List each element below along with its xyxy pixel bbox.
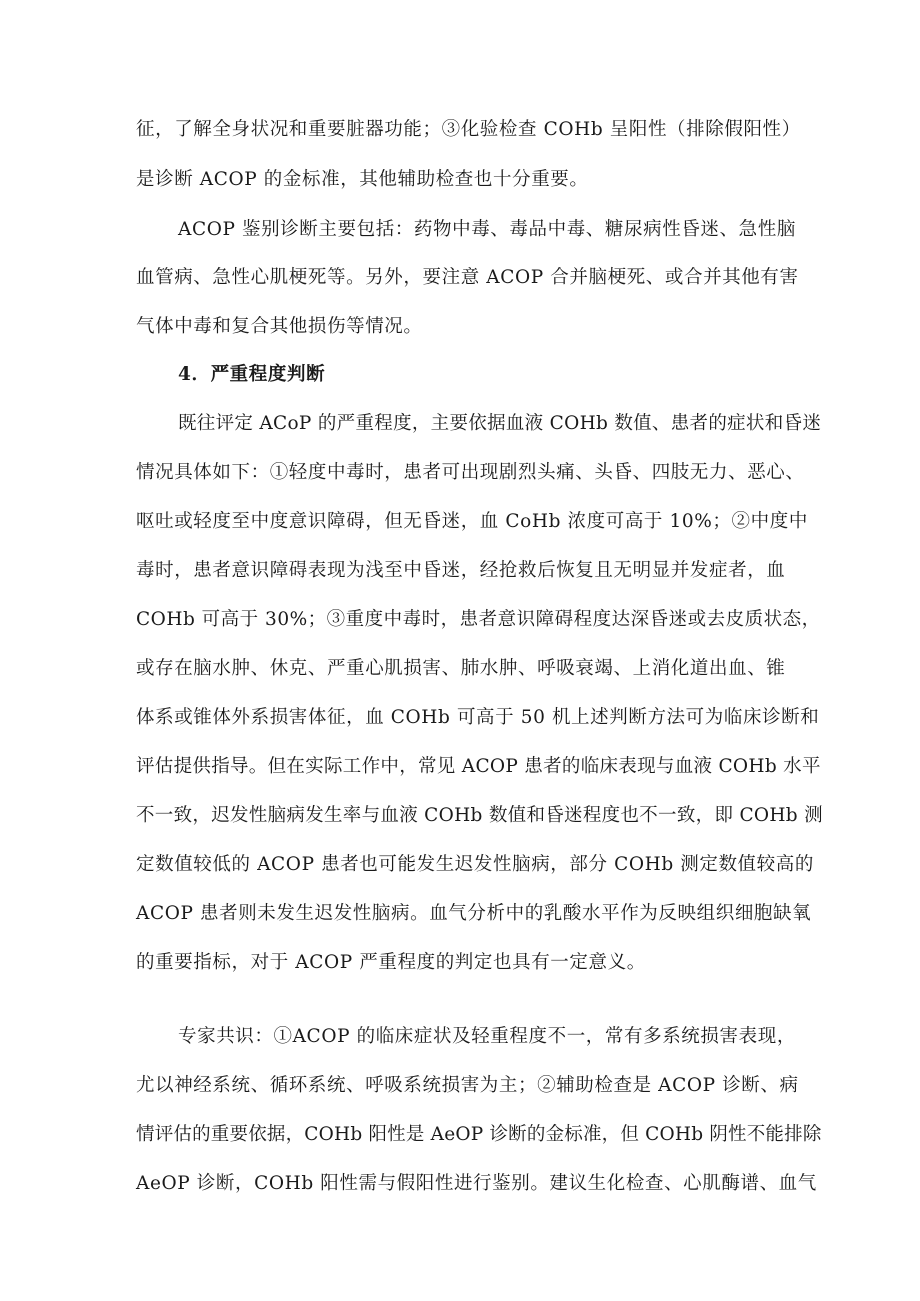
body-text-line: 毒时，患者意识障碍表现为浅至中昏迷，经抢救后恢复且无明显并发症者，血 [136, 560, 786, 581]
body-text-line: 情况具体如下：①轻度中毒时，患者可出现剧烈头痛、头昏、四肢无力、恶心、 [136, 462, 805, 483]
body-text-line: 既往评定 ACoP 的严重程度，主要依据血液 COHb 数值、患者的症状和昏迷 [178, 413, 822, 434]
body-text-line: ACOP 患者则未发生迟发性脑病。血气分析中的乳酸水平作为反映组织细胞缺氧 [136, 903, 812, 924]
body-text-line: 情评估的重要依据，COHb 阳性是 AeOP 诊断的金标准，但 COHb 阴性不能排除 [136, 1124, 822, 1145]
body-text-line: 专家共识：①ACOP 的临床症状及轻重程度不一，常有多系统损害表现， [178, 1026, 796, 1047]
body-text-line: AeOP 诊断，COHb 阳性需与假阳性进行鉴别。建议生化检查、心肌酶谱、血气 [136, 1173, 817, 1194]
body-text-line: 不一致，迟发性脑病发生率与血液 COHb 数值和昏迷程度也不一致，即 COHb 测 [136, 805, 823, 826]
body-text-line: 是诊断 ACOP 的金标准，其他辅助检查也十分重要。 [136, 169, 589, 190]
body-text-line: 气体中毒和复合其他损伤等情况。 [136, 316, 423, 337]
body-text-line: 的重要指标，对于 ACOP 严重程度的判定也具有一定意义。 [136, 952, 646, 973]
body-text-line: 血管病、急性心肌梗死等。另外，要注意 ACOP 合并脑梗死、或合并其他有害 [136, 267, 799, 288]
body-text-line: 或存在脑水肿、休克、严重心肌损害、肺水肿、呼吸衰竭、上消化道出血、锥 [136, 658, 786, 679]
section-heading: 4．严重程度判断 [178, 364, 326, 385]
body-text-line: 评估提供指导。但在实际工作中，常见 ACOP 患者的临床表现与血液 COHb 水平 [136, 756, 821, 777]
body-text-line: COHb 可高于 30%；③重度中毒时，患者意识障碍程度达深昏迷或去皮质状态， [136, 609, 821, 630]
body-text-line: 征，了解全身状况和重要脏器功能；③化验检查 COHb 呈阳性（排除假阳性） [136, 119, 801, 140]
body-text-line: 尤以神经系统、循环系统、呼吸系统损害为主；②辅助检查是 ACOP 诊断、病 [136, 1075, 799, 1096]
body-text-line: 定数值较低的 ACOP 患者也可能发生迟发性脑病，部分 COHb 测定数值较高的 [136, 854, 814, 875]
body-text-line: ACOP 鉴别诊断主要包括：药物中毒、毒品中毒、糖尿病性昏迷、急性脑 [178, 219, 796, 240]
body-text-line: 体系或锥体外系损害体征，血 COHb 可高于 50 机上述判断方法可为临床诊断和 [136, 707, 820, 728]
body-text-line: 呕吐或轻度至中度意识障碍，但无昏迷，血 CoHb 浓度可高于 10%；②中度中 [136, 511, 808, 532]
